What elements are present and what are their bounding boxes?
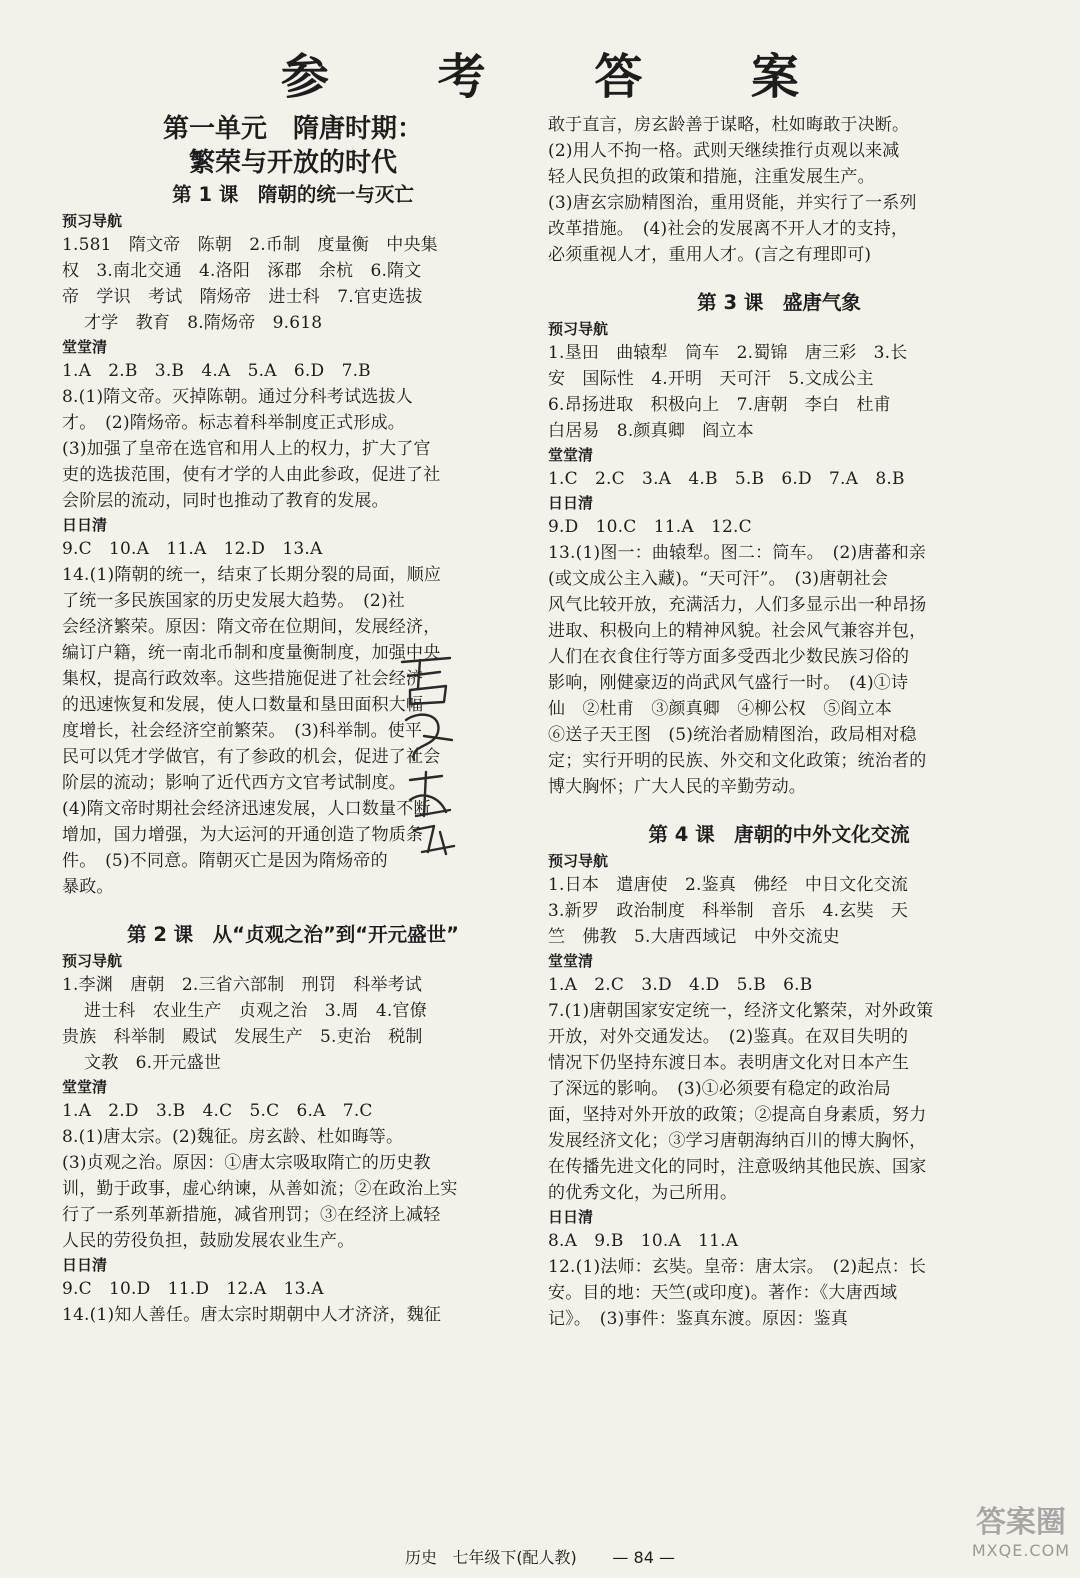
unit-title-line1: 第一单元 隋唐时期： [162, 114, 423, 144]
answer-line: 吏的选拔范围，使有才学的人由此参政，促进了社 [62, 465, 441, 485]
answer-line: 仙 ②杜甫 ③颜真卿 ④柳公权 ⑤阎立本 [548, 699, 892, 719]
answer-line: 民可以凭才学做官，有了参政的机会，促进了社会 [62, 747, 441, 767]
section-label-daily: 日日清 [62, 1256, 108, 1274]
answer-line: 1.A 2.D 3.B 4.C 5.C 6.A 7.C [62, 1101, 373, 1121]
watermark-logo: 答案圈 [975, 1505, 1066, 1540]
answer-line: 定；实行开明的民族、外交和文化政策；统治者的 [548, 751, 927, 771]
answer-line: 博大胸怀；广大人民的辛勤劳动。 [548, 777, 806, 797]
answer-line: 度增长，社会经济空前繁荣。 (3)科举制。使平 [62, 721, 423, 741]
answer-line: 记》。 (3)事件：鉴真东渡。原因：鉴真 [548, 1309, 849, 1329]
answer-line: 才学 教育 8.隋炀帝 9.618 [84, 313, 323, 333]
answer-line: 帝 学识 考试 隋炀帝 进士科 7.官吏选拔 [62, 287, 423, 307]
answer-line: (4)隋文帝时期社会经济迅速发展，人口数量不断 [62, 799, 431, 819]
answer-line: 改革措施。 (4)社会的发展离不开人才的支持， [548, 219, 909, 239]
answer-line: 在传播先进文化的同时，注意吸纳其他民族、国家 [548, 1157, 927, 1177]
section-label-preview: 预习导航 [548, 320, 609, 338]
section-label-daily: 日日清 [548, 494, 594, 512]
section-label-daily: 日日清 [62, 516, 108, 534]
answer-line: 9.D 10.C 11.A 12.C [548, 517, 752, 537]
answer-line: 编订户籍，统一南北币制和度量衡制度，加强中央 [62, 643, 441, 663]
section-label-preview: 预习导航 [62, 212, 123, 230]
answer-line: 1.C 2.C 3.A 4.B 5.B 6.D 7.A 8.B [548, 469, 905, 489]
site-watermark [972, 1497, 1070, 1560]
answer-line: (3)加强了皇帝在选官和用人上的权力，扩大了官 [62, 439, 431, 459]
answer-line: 1.A 2.C 3.D 4.D 5.B 6.B [548, 975, 813, 995]
answer-line: 8.A 9.B 10.A 11.A [548, 1231, 739, 1251]
answer-line: 1.日本 遣唐使 2.鉴真 佛经 中日文化交流 [548, 875, 909, 895]
answer-line: 的迅速恢复和发展，使人口数量和垦田面积大幅 [62, 695, 424, 715]
answer-line: 7.(1)唐朝国家安定统一，经济文化繁荣，对外政策 [548, 1001, 934, 1021]
answer-line: (或文成公主入藏)。“天可汗”。 (3)唐朝社会 [548, 569, 889, 589]
answer-line: 14.(1)隋朝的统一，结束了长期分裂的局面，顺应 [62, 565, 442, 585]
answer-line: 贵族 科举制 殿试 发展生产 5.吏治 税制 [62, 1027, 423, 1047]
lesson-1-title: 第 1 课 隋朝的统一与灭亡 [172, 183, 414, 206]
answer-line: 安。目的地：天竺(或印度)。著作：《大唐西域 [548, 1283, 898, 1303]
right-column [548, 112, 1010, 1332]
answer-line: 行了一系列革新措施，减省刑罚；③在经济上减轻 [62, 1205, 441, 1225]
answer-line: 阶层的流动；影响了近代西方文官考试制度。 [62, 773, 406, 793]
answer-line: 才。 (2)隋炀帝。标志着科举制度正式形成。 [62, 413, 405, 433]
answer-line: 暴政。 [62, 877, 114, 897]
answer-line: 情况下仍坚持东渡日本。表明唐文化对日本产生 [548, 1053, 910, 1073]
answer-line: (3)唐玄宗励精图治，重用贤能，并实行了一系列 [548, 193, 917, 213]
answer-line: 的优秀文化，为己所用。 [548, 1183, 738, 1203]
answer-line: 开放，对外交通发达。 (2)鉴真。在双目失明的 [548, 1027, 909, 1047]
section-label-preview: 预习导航 [62, 952, 123, 970]
answer-line: 8.(1)唐太宗。(2)魏征。房玄龄、杜如晦等。 [62, 1127, 404, 1147]
answer-line: 影响，刚健豪迈的尚武风气盛行一时。 (4)①诗 [548, 673, 909, 693]
answer-line: ⑥送子天王图 (5)统治者励精图治，政局相对稳 [548, 725, 917, 745]
answer-line: 13.(1)图一：曲辕犁。图二：筒车。 (2)唐蕃和亲 [548, 543, 927, 563]
answer-line: 3.新罗 政治制度 科举制 音乐 4.玄奘 天 [548, 901, 909, 921]
answer-line: 进取、积极向上的精神风貌。社会风气兼容并包， [548, 621, 927, 641]
answer-line: 9.C 10.A 11.A 12.D 13.A [62, 539, 323, 559]
answer-line: 12.(1)法师：玄奘。皇帝：唐太宗。 (2)起点：长 [548, 1257, 927, 1277]
answer-line: 1.A 2.B 3.B 4.A 5.A 6.D 7.B [62, 361, 371, 381]
section-label-class: 堂堂清 [548, 952, 594, 970]
answer-line: 训，勤于政事，虚心纳谏，从善如流；②在政治上实 [62, 1179, 458, 1199]
answer-line: (3)贞观之治。原因：①唐太宗吸取隋亡的历史教 [62, 1153, 431, 1173]
section-label-class: 堂堂清 [548, 446, 594, 464]
footer-subject: 历史 [405, 1548, 438, 1567]
answer-line: 敢于直言，房玄龄善于谋略，杜如晦敢于决断。 [548, 115, 910, 135]
answer-line: 9.C 10.D 11.D 12.A 13.A [62, 1279, 324, 1299]
answer-line: 了深远的影响。 (3)①必须要有稳定的政治局 [548, 1079, 891, 1099]
answer-line: 增加，国力增强，为大运河的开通创造了物质条 [62, 825, 424, 845]
answer-line: 会经济繁荣。原因：隋文帝在位期间，发展经济， [62, 617, 441, 637]
section-label-class: 堂堂清 [62, 1078, 108, 1096]
handwritten-scribble [380, 640, 480, 870]
section-label-preview: 预习导航 [548, 852, 609, 870]
answer-line: 6.昂扬进取 积极向上 7.唐朝 李白 杜甫 [548, 395, 891, 415]
answer-line: (2)用人不拘一格。武则天继续推行贞观以来减 [548, 141, 900, 161]
answer-line: 集权，提高行政效率。这些措施促进了社会经济 [62, 669, 424, 689]
unit-title-line2: 繁荣与开放的时代 [188, 148, 397, 178]
answer-line: 轻人民负担的政策和措施，注重发展生产。 [548, 167, 875, 187]
answer-line: 人民的劳役负担，鼓励发展农业生产。 [62, 1231, 355, 1251]
lesson-4-title: 第 4 课 唐朝的中外文化交流 [648, 823, 910, 846]
answer-line: 会阶层的流动，同时也推动了教育的发展。 [62, 491, 389, 511]
answer-line: 8.(1)隋文帝。灭掉陈朝。通过分科考试选拔人 [62, 387, 413, 407]
answer-line: 了统一多民族国家的历史发展大趋势。 (2)社 [62, 591, 405, 611]
answer-line: 件。 (5)不同意。隋朝灭亡是因为隋炀帝的 [62, 851, 388, 871]
lesson-3-title: 第 3 课 盛唐气象 [697, 291, 861, 314]
answer-line: 权 3.南北交通 4.洛阳 涿郡 余杭 6.隋文 [62, 261, 422, 281]
answer-line: 必须重视人才，重用人才。(言之有理即可) [548, 245, 872, 265]
answer-line: 风气比较开放，充满活力，人们多显示出一种昂扬 [548, 595, 927, 615]
section-label-daily: 日日清 [548, 1208, 594, 1226]
page-title: 参 考 答 案 [280, 49, 846, 105]
answer-line: 1.垦田 曲辕犁 筒车 2.蜀锦 唐三彩 3.长 [548, 343, 908, 363]
answer-line: 安 国际性 4.开明 天可汗 5.文成公主 [548, 369, 874, 389]
footer-page-number: — 84 — [612, 1548, 675, 1567]
answer-line: 人们在衣食住行等方面多受西北少数民族习俗的 [548, 647, 910, 667]
lesson-2-title: 第 2 课 从“贞观之治”到“开元盛世” [127, 923, 459, 946]
section-label-class: 堂堂清 [62, 338, 108, 356]
page-footer [0, 1545, 1080, 1568]
answer-line: 白居易 8.颜真卿 阎立本 [548, 421, 754, 441]
answer-line: 发展经济文化；③学习唐朝海纳百川的博大胸怀， [548, 1131, 927, 1151]
answer-line: 进士科 农业生产 贞观之治 3.周 4.官僚 [84, 1001, 427, 1021]
answer-line: 14.(1)知人善任。唐太宗时期朝中人才济济，魏征 [62, 1305, 442, 1325]
answer-line: 竺 佛教 5.大唐西域记 中外交流史 [548, 927, 840, 947]
answer-line: 1.李渊 唐朝 2.三省六部制 刑罚 科举考试 [62, 975, 423, 995]
answer-line: 面，坚持对外开放的政策；②提高自身素质，努力 [548, 1105, 927, 1125]
footer-grade: 七年级下(配人教) [452, 1548, 577, 1567]
answer-line: 文教 6.开元盛世 [84, 1053, 222, 1073]
watermark-url: MXQE.COM [971, 1541, 1070, 1560]
answer-line: 1.581 隋文帝 陈朝 2.币制 度量衡 中央集 [62, 235, 438, 255]
